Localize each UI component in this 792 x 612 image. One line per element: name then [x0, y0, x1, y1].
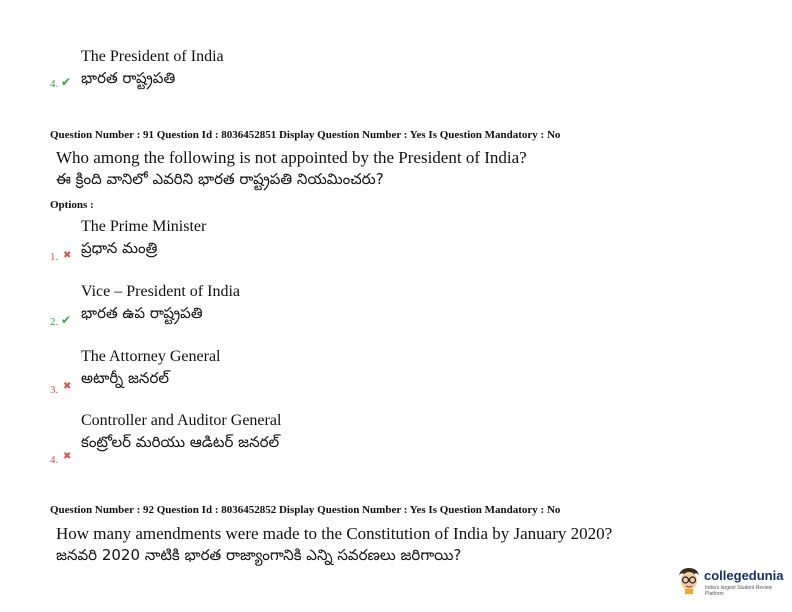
check-icon: ✔ — [61, 75, 72, 89]
option-2-text-te: భారత ఉప రాష్ట్రపతి — [81, 304, 203, 322]
mascot-icon — [676, 566, 702, 594]
option-1-number: 1. — [50, 251, 59, 263]
cross-icon: ✖ — [63, 381, 72, 392]
brand-name: collegedunia — [704, 568, 784, 583]
check-icon: ✔ — [61, 313, 72, 327]
prev-option-4-text-te: భారత రాష్ట్రపతి — [81, 69, 176, 87]
option-4-text-te: కంట్రోలర్ మరియు ఆడిటర్ జనరల్ — [81, 433, 280, 451]
question-92-text-en: How many amendments were made to the Constitution of India by January 2020? — [56, 524, 613, 543]
question-92-text-te: జనవరి 2020 నాటికి భారత రాజ్యాంగానికి ఎన్ని సవరణలు జరిగాయి? — [56, 546, 462, 564]
option-1-text-te: ప్రధాన మంత్రి — [81, 239, 158, 257]
option-4-number: 4. — [50, 454, 59, 466]
prev-option-4-text-en: The President of India — [81, 48, 224, 65]
question-92-meta: Question Number : 92 Question Id : 8036452852 Display Question Number : Yes Is Question Mandatory : No — [50, 504, 561, 516]
option-3-text-en: The Attorney General — [81, 348, 221, 365]
collegedunia-logo — [676, 562, 786, 602]
prev-option-4-number: 4. — [50, 78, 59, 90]
option-3-text-te: అటార్నీ జనరల్ — [81, 369, 169, 387]
question-91-text-en: Who among the following is not appointed by the President of India? — [56, 148, 527, 167]
option-3-number: 3. — [50, 384, 59, 396]
option-2-text-en: Vice – President of India — [81, 283, 240, 300]
question-91-text-te: ఈ క్రింది వానిలో ఎవరిని భారత రాష్ట్రపతి నియమించరు? — [56, 170, 384, 188]
question-91-meta: Question Number : 91 Question Id : 8036452851 Display Question Number : Yes Is Question Mandatory : No — [50, 129, 561, 141]
option-1-text-en: The Prime Minister — [81, 218, 207, 235]
option-4-text-en: Controller and Auditor General — [81, 412, 282, 429]
option-2-number: 2. — [50, 316, 59, 328]
cross-icon: ✖ — [63, 451, 72, 462]
brand-tagline: India's largest Student Review Platform — [705, 585, 773, 597]
options-label: Options : — [50, 199, 94, 211]
cross-icon: ✖ — [63, 250, 72, 261]
